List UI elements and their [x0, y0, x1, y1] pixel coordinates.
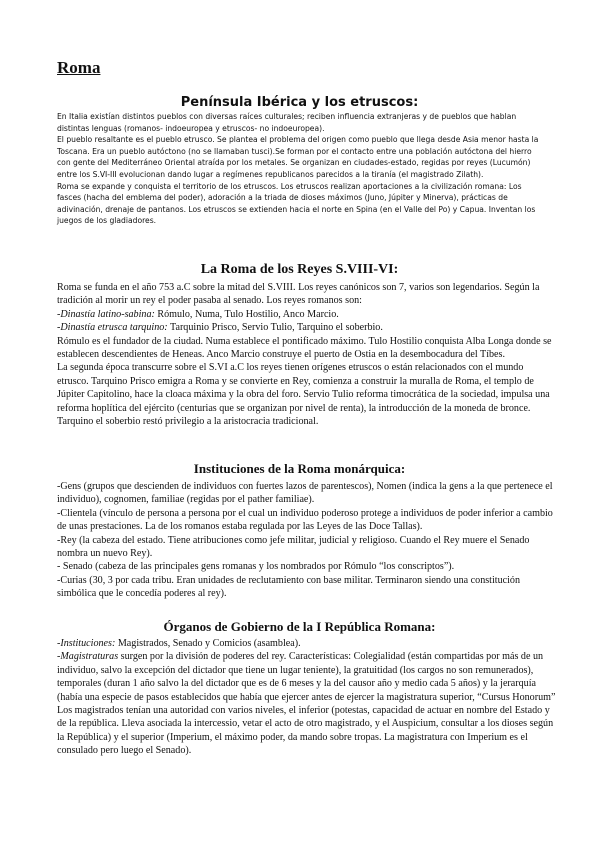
section-body-reyes: [57, 281, 557, 428]
list-item: [57, 637, 557, 650]
section-heading-instituciones: Instituciones de la Roma monárquica:: [193, 461, 406, 476]
list-text: Tarquinio Prisco, Servio Tulio, Tarquino el soberbio.: [167, 322, 383, 334]
section-body-instituciones: [57, 480, 557, 601]
section-heading-reyes: La Roma de los Reyes S.VIII-VI:: [200, 262, 399, 277]
list-item: - Senado (cabeza de las principales gens romanas y los nombrados por Rómulo “los conscriptos”).: [57, 561, 455, 573]
list-item: [57, 650, 557, 704]
section-heading-organos: Órganos de Gobierno de la I República Romana:: [163, 619, 436, 634]
section-heading-peninsula: Península Ibérica y los etruscos:: [180, 95, 419, 110]
list-item: [57, 308, 557, 321]
paragraph: Rómulo es el fundador de la ciudad. Numa establece el pontificado máximo. Tulo Hostilio conquista Alba Longa donde se establecen descendientes de Heneas. Anco Marcio construye el puerto de Ostia en la desembocadura del Tíbes.: [57, 335, 552, 361]
list-label: -Magistraturas: [57, 651, 119, 663]
list-label: -Dinastía etrusca tarquino:: [57, 322, 168, 334]
list-text: surgen por la división de poderes del rey. Características: Colegialidad (están compartidas por más de un individuo, salvo la excepción del dictador que tiene un lugar teniente), la gratuitidad (los cargos no son remunerados), temporales (duran 1 año salvo la del dictador que es de 6 meses y la del causor año y medio cada 5 años) y la jerarquía (había una especie de pasos establecidos que había que ejercer antes de ejercer la magistratura superior, “Cursus Honorum”: [57, 651, 556, 703]
list-label: -Instituciones:: [57, 638, 116, 649]
paragraph: Roma se funda en el año 753 a.C sobre la mitad del S.VIII. Los reyes canónicos son 7, varios son legendarios. Según la tradición al morir un rey el poder pasaba al senado. Los reyes romanos son:: [57, 282, 540, 307]
list-item: -Rey (la cabeza del estado. Tiene atribuciones como jefe militar, judicial y religioso. Cuando el Rey muere el Senado nombra un nuevo Rey).: [57, 534, 530, 560]
list-item: -Gens (grupos que descienden de individuos con fuertes lazos de parentescos), Nomen (indica la gens a la que pertenece el individuo), cognomen, familiae (regidas por el pather familiae).: [57, 481, 553, 506]
section-body-organos: [57, 637, 557, 758]
paragraph: Roma se expande y conquista el territorio de los etruscos. Los etruscos realizan aportaciones a la civilización romana: Los fasces (hacha del emblema del poder), adoración a la triada de dioses máximos (Juno, Júpiter y Minerva), prácticas de adivinación, drenaje de pantanos. Los etruscos se extienden hacia el norte en Spina (en el Valle del Po) y Capua. Inventan los juegos de los gladiadores.: [57, 181, 536, 226]
paragraph: El pueblo resaltante es el pueblo etrusco. Se plantea el problema del origen como pueblo que llega desde Asia menor hasta la Toscana. Era un pueblo autóctono (no se llamaban tusci).Se forman por el contacto entre una población autóctona del hierro con gente del Mediterráneo Oriental atraída por los metales. Se organizan en ciudades-estado, regidas por reyes (Lucumón) entre los S.VI-III evolucionan dando lugar a regímenes republicanos parecidos a la tiranía (el magistrado Zilath).: [57, 135, 539, 179]
list-item: -Clientela (vínculo de persona a persona por el cual un individuo poderoso protege a individuos de poder inferior a cambio de unas prestaciones. La de los romanos estaba regulada por las Leyes de las Doce Tallas).: [57, 507, 553, 533]
page-title: Roma: [57, 58, 101, 77]
list-text: Magistrados, Senado y Comicios (asamblea).: [115, 638, 301, 649]
paragraph: La segunda época transcurre sobre el S.VI a.C los reyes tienen orígenes etruscos o están relacionados con el mundo etrusco. Tarquino Prisco emigra a Roma y se convierte en Rey, comienza a construir la muralla de Roma, el templo de Júpiter Capitolino, hace la cloaca máxima y la obra del foro. Servio Tulio reforma timocrática de la sociedad, impulsa una reforma hoplítica del ejército (centurias que se organizan por nivel de renta), la introducción de la moneda de bronce. Tarquino el soberbio restó privilegio a la aristocracia tradicional.: [57, 362, 550, 428]
paragraph: Los magistrados tenían una autoridad con varios niveles, el inferior (potestas, capacidad de actuar en nombre del Estado y de la república. Lleva asociada la intercessio, vetar el acto de otro magistrado, y el Auspicium, consultar a los dioses según la República) y el superior (Imperium, el máximo poder, da mando sobre tropas. La magistratura con Imperium es el consulado pero luego el Senado).: [57, 705, 554, 757]
list-label: -Dinastía latino-sabina:: [57, 308, 155, 320]
list-text: Rómulo, Numa, Tulo Hostilio, Anco Marcio.: [154, 308, 339, 320]
paragraph: En Italia existían distintos pueblos con diversas raíces culturales; reciben influencia extranjeras y de pueblos que hablan distintas lenguas (romanos- indoeuropea y etruscos- no indoeuropea).: [57, 112, 517, 133]
list-item: -Curias (30, 3 por cada tribu. Eran unidades de reclutamiento con base militar. Terminaron siendo una constitución simbólica que le concedía poderes al rey).: [57, 574, 521, 600]
section-body-peninsula: [57, 111, 547, 227]
list-item: [57, 321, 557, 334]
